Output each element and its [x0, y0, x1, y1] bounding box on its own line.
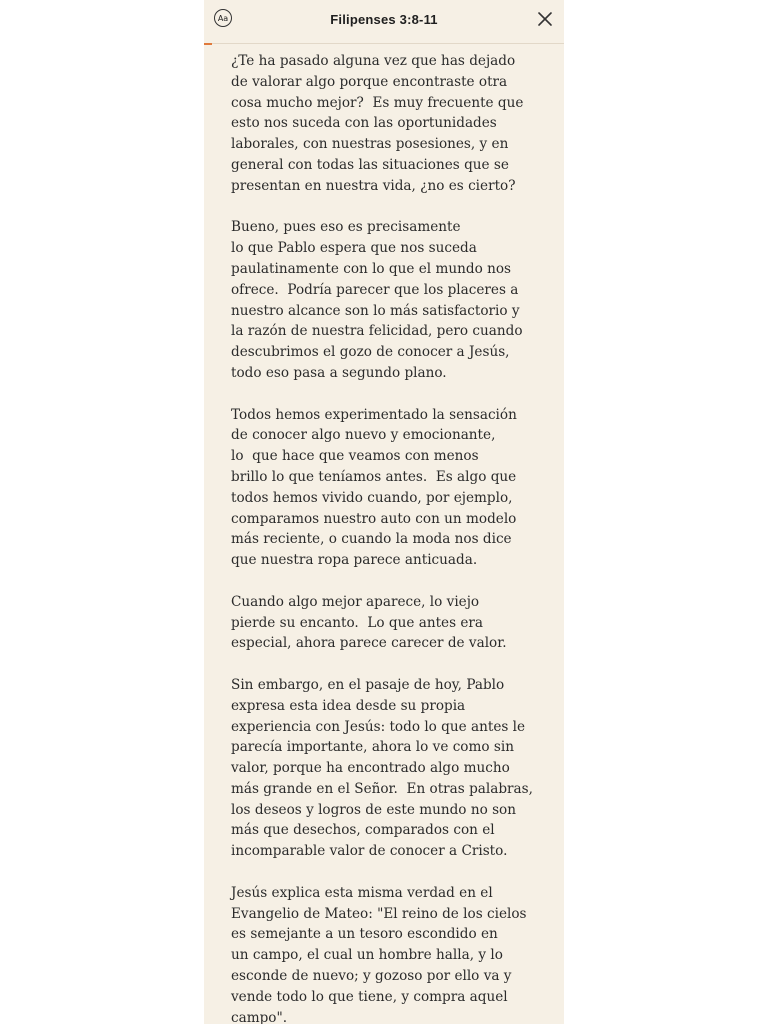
text-line: la razón de nuestra felicidad, pero cuando — [231, 323, 523, 340]
text-line: cosa mucho mejor? Es muy frecuente que — [231, 94, 524, 111]
text-line: incomparable valor de conocer a Cristo. — [231, 843, 508, 860]
paragraph — [231, 592, 547, 654]
text-line: de conocer algo nuevo y emocionante, — [231, 427, 496, 444]
text-line: especial, ahora parece carecer de valor. — [231, 635, 507, 652]
top-bar — [204, 0, 564, 44]
text-line: más reciente, o cuando la moda nos dice — [231, 531, 512, 548]
page-title: Filipenses 3:8-11 — [330, 12, 438, 27]
text-line: parecía importante, ahora lo ve como sin — [231, 739, 514, 756]
text-line: ofrece. Podría parecer que los placeres a — [231, 281, 519, 298]
text-line: más que desechos, comparados con el — [231, 822, 495, 839]
text-line: todos hemos vivido cuando, por ejemplo, — [231, 489, 513, 506]
text-line: vende todo lo que tiene, y compra aquel — [231, 988, 508, 1005]
text-line: lo que Pablo espera que nos suceda — [231, 240, 477, 257]
paragraph — [231, 51, 547, 197]
text-line: Sin embargo, en el pasaje de hoy, Pablo — [231, 676, 505, 693]
text-line: valor, porque ha encontrado algo mucho — [231, 760, 510, 777]
text-line: Jesús explica esta misma verdad en el — [231, 884, 493, 901]
text-line: es semejante a un tesoro escondido en — [231, 926, 498, 943]
text-line: los deseos y logros de este mundo no son — [231, 801, 516, 818]
text-line: esconde de nuevo; y gozoso por ello va y — [231, 968, 512, 985]
text-line: comparamos nuestro auto con un modelo — [231, 510, 517, 527]
paragraph — [231, 217, 547, 383]
text-line: un campo, el cual un hombre halla, y lo — [231, 947, 503, 964]
text-line: presentan en nuestra vida, ¿no es cierto? — [231, 177, 516, 194]
text-line: nuestro alcance son lo más satisfactorio y — [231, 302, 520, 319]
text-line: pierde su encanto. Lo que antes era — [231, 614, 484, 631]
close-icon[interactable] — [536, 10, 554, 28]
text-line: ¿Te ha pasado alguna vez que has dejado — [231, 53, 516, 69]
text-line: Cuando algo mejor aparece, lo viejo — [231, 593, 480, 610]
text-line: de valorar algo porque encontraste otra — [231, 73, 508, 90]
text-line: esto nos suceda con las oportunidades — [231, 115, 497, 132]
devotional-text[interactable] — [231, 51, 547, 1024]
text-line: descubrimos el gozo de conocer a Jesús, — [231, 344, 510, 361]
paragraph — [231, 883, 547, 1024]
text-line: más grande en el Señor. En otras palabras, — [231, 780, 533, 797]
text-line: todo eso pasa a segundo plano. — [231, 364, 447, 381]
text-line: Todos hemos experimentado la sensación — [231, 406, 517, 423]
text-line: que nuestra ropa parece anticuada. — [231, 552, 478, 569]
text-line: campo". — [231, 1009, 288, 1024]
text-line: Evangelio de Mateo: "El reino de los cielos — [231, 905, 527, 922]
text-line: lo que hace que veamos con menos — [231, 448, 479, 465]
text-line: laborales, con nuestras posesiones, y en — [231, 136, 509, 153]
paragraph — [231, 675, 547, 862]
text-line: expresa esta idea desde su propia — [231, 697, 466, 714]
text-line: brillo lo que teníamos antes. Es algo que — [231, 468, 517, 485]
paragraph — [231, 405, 547, 571]
text-line: paulatinamente con lo que el mundo nos — [231, 260, 511, 277]
reading-progress-bar — [204, 43, 212, 45]
font-button-label: Aa — [217, 13, 229, 23]
text-line: general con todas las situaciones que se — [231, 156, 509, 173]
reader-screen — [204, 0, 564, 1024]
text-line: experiencia con Jesús: todo lo que antes le — [231, 718, 526, 735]
text-line: Bueno, pues eso es precisamente — [231, 219, 461, 236]
